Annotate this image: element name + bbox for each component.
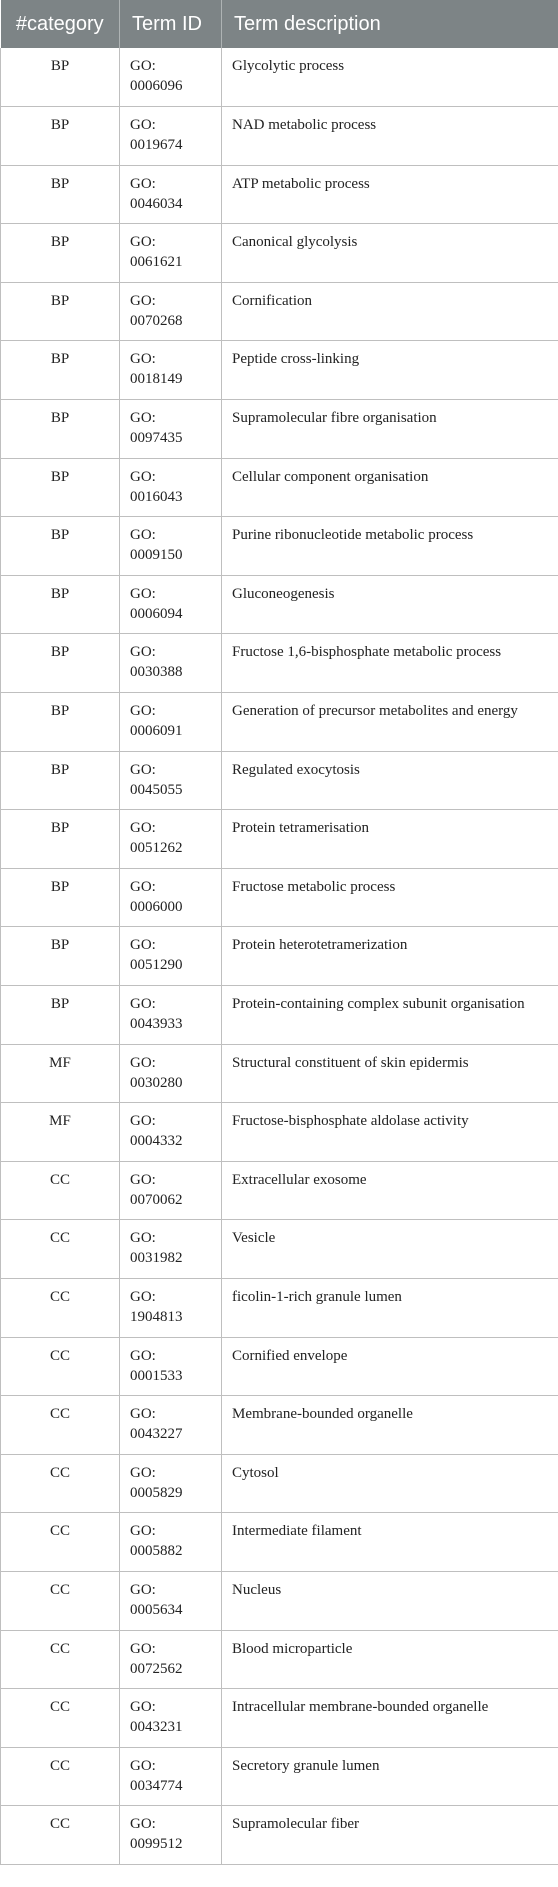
term-description-cell: Fructose 1,6-bisphosphate metabolic process: [222, 634, 558, 693]
category-cell: BP: [1, 634, 120, 693]
term-description-cell: Cytosol: [222, 1454, 558, 1513]
term-description-cell: Canonical glycolysis: [222, 224, 558, 283]
category-cell: BP: [1, 48, 120, 107]
table-row: [1, 282, 558, 341]
term-id-number: 0030280: [130, 1074, 183, 1091]
table-row: [1, 1161, 558, 1220]
table-row: [1, 1630, 558, 1689]
term-description-cell: Intermediate filament: [222, 1513, 558, 1572]
term-id-prefix: GO:: [130, 1757, 156, 1774]
term-id-prefix: GO:: [130, 1288, 156, 1305]
category-cell: CC: [1, 1220, 120, 1279]
term-description-cell: Fructose metabolic process: [222, 868, 558, 927]
term-id-prefix: GO:: [130, 1581, 156, 1598]
table-body: [1, 48, 558, 1864]
term-id-number: 0070268: [130, 312, 183, 329]
term-id-cell: [120, 1747, 222, 1806]
term-id-prefix: GO:: [130, 1406, 156, 1423]
category-cell: BP: [1, 868, 120, 927]
term-id-number: 0018149: [130, 371, 183, 388]
term-id-number: 0045055: [130, 781, 183, 798]
term-id-cell: [120, 1571, 222, 1630]
term-id-cell: [120, 1161, 222, 1220]
category-cell: BP: [1, 751, 120, 810]
term-id-cell: [120, 1454, 222, 1513]
term-id-cell: [120, 693, 222, 752]
term-id-number: 0006000: [130, 898, 183, 915]
term-description-cell: Protein tetramerisation: [222, 810, 558, 869]
term-description-cell: Extracellular exosome: [222, 1161, 558, 1220]
table-row: [1, 1454, 558, 1513]
category-cell: BP: [1, 165, 120, 224]
term-id-prefix: GO:: [130, 996, 156, 1012]
table-row: [1, 1513, 558, 1572]
term-id-number: 0051262: [130, 840, 183, 857]
term-description-cell: Generation of precursor metabolites and energy: [222, 693, 558, 752]
term-id-cell: [120, 868, 222, 927]
term-id-cell: [120, 1396, 222, 1455]
category-cell: CC: [1, 1513, 120, 1572]
term-id-prefix: GO:: [130, 1523, 156, 1540]
term-id-cell: [120, 1689, 222, 1748]
term-description-cell: Cornified envelope: [222, 1337, 558, 1396]
term-id-cell: [120, 341, 222, 400]
table-row: [1, 1747, 558, 1806]
category-cell: BP: [1, 575, 120, 634]
term-description-cell: Purine ribonucleotide metabolic process: [222, 517, 558, 576]
term-description-cell: Intracellular membrane-bounded organelle: [222, 1689, 558, 1748]
header-row: [1, 0, 558, 48]
term-description-cell: Supramolecular fiber: [222, 1806, 558, 1865]
table-row: [1, 868, 558, 927]
term-id-number: 0046034: [130, 195, 183, 212]
term-id-number: 0006096: [130, 78, 183, 94]
term-id-number: 0072562: [130, 1660, 183, 1677]
category-cell: CC: [1, 1454, 120, 1513]
term-id-cell: [120, 48, 222, 107]
term-id-cell: [120, 400, 222, 459]
term-description-cell: Cornification: [222, 282, 558, 341]
term-description-cell: Regulated exocytosis: [222, 751, 558, 810]
category-cell: BP: [1, 224, 120, 283]
header-category: #category: [1, 0, 120, 48]
term-id-number: 0043933: [130, 1016, 183, 1032]
term-id-number: 0004332: [130, 1133, 183, 1150]
term-id-cell: [120, 1513, 222, 1572]
table-row: [1, 224, 558, 283]
table-row: [1, 634, 558, 693]
term-id-cell: [120, 224, 222, 283]
term-id-number: 0005829: [130, 1484, 183, 1501]
category-cell: BP: [1, 282, 120, 341]
term-id-prefix: GO:: [130, 468, 156, 485]
category-cell: CC: [1, 1396, 120, 1455]
table-row: [1, 1689, 558, 1748]
table-row: [1, 1220, 558, 1279]
term-id-prefix: GO:: [130, 527, 156, 544]
term-id-prefix: GO:: [130, 292, 156, 309]
term-id-number: 0031982: [130, 1250, 183, 1267]
term-id-number: 0061621: [130, 254, 183, 271]
term-description-cell: Fructose-bisphosphate aldolase activity: [222, 1103, 558, 1162]
term-id-cell: [120, 1337, 222, 1396]
term-description-cell: ATP metabolic process: [222, 165, 558, 224]
term-id-prefix: GO:: [130, 117, 156, 134]
term-id-prefix: GO:: [130, 1171, 156, 1188]
term-description-cell: Blood microparticle: [222, 1630, 558, 1689]
term-id-prefix: GO:: [130, 1464, 156, 1481]
term-id-cell: [120, 634, 222, 693]
category-cell: BP: [1, 693, 120, 752]
term-id-prefix: GO:: [130, 1816, 156, 1833]
term-id-cell: [120, 1806, 222, 1865]
table-row: [1, 810, 558, 869]
category-cell: CC: [1, 1630, 120, 1689]
term-id-prefix: GO:: [130, 1347, 156, 1364]
category-cell: CC: [1, 1689, 120, 1748]
term-description-cell: Supramolecular fibre organisation: [222, 400, 558, 459]
term-id-cell: [120, 575, 222, 634]
term-id-cell: [120, 1278, 222, 1337]
table-row: [1, 927, 558, 986]
term-id-cell: [120, 1044, 222, 1103]
category-cell: MF: [1, 1103, 120, 1162]
category-cell: BP: [1, 810, 120, 869]
term-description-cell: Nucleus: [222, 1571, 558, 1630]
table-row: [1, 1806, 558, 1865]
table-row: [1, 1044, 558, 1103]
term-id-prefix: GO:: [130, 58, 156, 74]
category-cell: CC: [1, 1806, 120, 1865]
table-row: [1, 458, 558, 517]
term-id-number: 0043227: [130, 1426, 183, 1443]
term-id-prefix: GO:: [130, 703, 156, 720]
table-row: [1, 575, 558, 634]
term-id-number: 0009150: [130, 547, 183, 564]
term-id-number: 0034774: [130, 1777, 183, 1794]
term-description-cell: Peptide cross-linking: [222, 341, 558, 400]
term-id-number: 0030388: [130, 664, 183, 681]
table-row: [1, 107, 558, 166]
term-id-prefix: GO:: [130, 761, 156, 778]
category-cell: CC: [1, 1161, 120, 1220]
term-id-prefix: GO:: [130, 175, 156, 192]
term-description-cell: Structural constituent of skin epidermis: [222, 1044, 558, 1103]
category-cell: BP: [1, 341, 120, 400]
term-id-prefix: GO:: [130, 1054, 156, 1071]
table-row: [1, 517, 558, 576]
table-row: [1, 693, 558, 752]
table-row: [1, 751, 558, 810]
term-id-cell: [120, 810, 222, 869]
term-description-cell: NAD metabolic process: [222, 107, 558, 166]
table-header: [1, 0, 558, 48]
category-cell: MF: [1, 1044, 120, 1103]
term-id-prefix: GO:: [130, 878, 156, 895]
term-id-number: 0019674: [130, 137, 183, 154]
term-id-prefix: GO:: [130, 1113, 156, 1130]
term-id-number: 0043231: [130, 1719, 183, 1736]
term-id-cell: [120, 1103, 222, 1162]
term-id-number: 0006094: [130, 605, 183, 622]
term-description-cell: Vesicle: [222, 1220, 558, 1279]
category-cell: BP: [1, 927, 120, 986]
term-id-cell: [120, 165, 222, 224]
term-description-cell: Gluconeogenesis: [222, 575, 558, 634]
category-cell: CC: [1, 1747, 120, 1806]
table-row: [1, 986, 558, 1045]
term-id-prefix: GO:: [130, 1230, 156, 1247]
term-id-number: 0097435: [130, 430, 183, 447]
term-id-cell: [120, 927, 222, 986]
category-cell: CC: [1, 1337, 120, 1396]
term-id-number: 0099512: [130, 1836, 183, 1853]
term-id-prefix: GO:: [130, 937, 156, 954]
term-id-number: 0001533: [130, 1367, 183, 1384]
table-row: [1, 1103, 558, 1162]
term-description-cell: Secretory granule lumen: [222, 1747, 558, 1806]
term-id-prefix: GO:: [130, 1699, 156, 1716]
term-id-prefix: GO:: [130, 644, 156, 661]
table-row: [1, 1278, 558, 1337]
term-id-prefix: GO:: [130, 1640, 156, 1657]
table-row: [1, 165, 558, 224]
category-cell: BP: [1, 986, 120, 1045]
term-id-number: 0005882: [130, 1543, 183, 1560]
table-row: [1, 1571, 558, 1630]
term-id-cell: [120, 517, 222, 576]
term-id-number: 0006091: [130, 723, 183, 740]
category-cell: BP: [1, 400, 120, 459]
term-id-prefix: GO:: [130, 820, 156, 837]
term-id-number: 0016043: [130, 488, 183, 505]
table-row: [1, 400, 558, 459]
category-cell: BP: [1, 517, 120, 576]
term-id-cell: [120, 458, 222, 517]
term-id-number: 0005634: [130, 1601, 183, 1618]
term-id-number: 1904813: [130, 1308, 183, 1325]
term-id-cell: [120, 282, 222, 341]
category-cell: CC: [1, 1571, 120, 1630]
table-row: [1, 1337, 558, 1396]
term-id-prefix: GO:: [130, 234, 156, 251]
table-row: [1, 48, 558, 107]
term-id-cell: [120, 1630, 222, 1689]
term-id-cell: [120, 986, 222, 1045]
term-description-cell: ficolin-1-rich granule lumen: [222, 1278, 558, 1337]
term-description-cell: Protein heterotetramerization: [222, 927, 558, 986]
term-id-cell: [120, 751, 222, 810]
table-row: [1, 1396, 558, 1455]
term-id-prefix: GO:: [130, 410, 156, 427]
category-cell: BP: [1, 107, 120, 166]
term-id-number: 0070062: [130, 1191, 183, 1208]
table-row: [1, 341, 558, 400]
term-id-cell: [120, 1220, 222, 1279]
category-cell: BP: [1, 458, 120, 517]
term-id-prefix: GO:: [130, 585, 156, 602]
term-description-cell: Cellular component organisation: [222, 458, 558, 517]
term-description-cell: Glycolytic process: [222, 48, 558, 107]
term-id-number: 0051290: [130, 957, 183, 974]
term-id-prefix: GO:: [130, 351, 156, 368]
term-description-cell: Membrane-bounded organelle: [222, 1396, 558, 1455]
term-id-cell: [120, 107, 222, 166]
header-term-description: Term description: [222, 0, 558, 48]
category-cell: CC: [1, 1278, 120, 1337]
header-term-id: Term ID: [120, 0, 222, 48]
term-description-cell: Protein-containing complex subunit organisation: [222, 986, 558, 1045]
